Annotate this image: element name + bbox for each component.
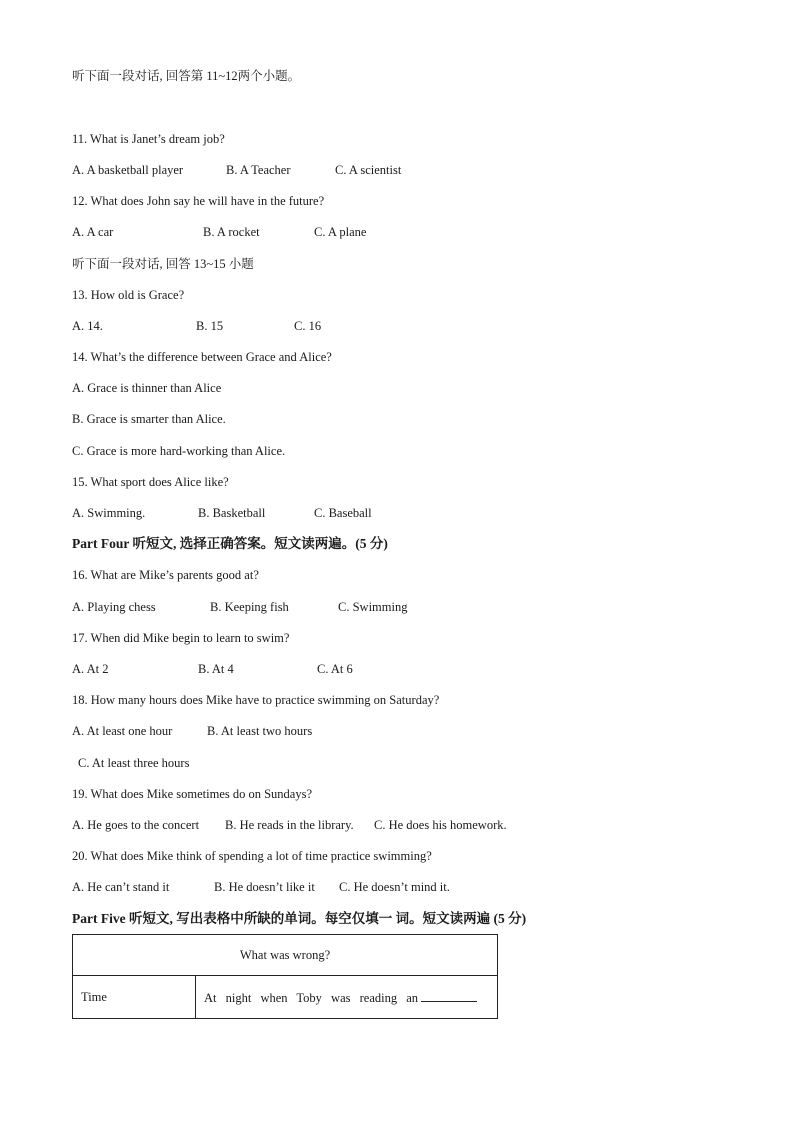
option-16-c: C. Swimming [338, 600, 408, 614]
option-11-c: C. A scientist [335, 163, 402, 177]
option-17-b: B. At 4 [198, 662, 234, 676]
option-13-c: C. 16 [294, 319, 322, 333]
option-13-b: B. 15 [196, 319, 224, 333]
table-row-text-time: At night when Toby was reading an [204, 990, 419, 1005]
question-20: 20. What does Mike think of spending a lot of time practice swimming? [72, 849, 432, 863]
question-18: 18. How many hours does Mike have to practice swimming on Saturday? [72, 693, 440, 707]
table-row-cell-time [196, 976, 498, 1019]
option-14-b: B. Grace is smarter than Alice. [72, 412, 226, 426]
option-12-b: B. A rocket [203, 225, 260, 239]
question-11: 11. What is Janet’s dream job? [72, 132, 225, 146]
option-16-a: A. Playing chess [72, 600, 156, 614]
option-11-b: B. A Teacher [226, 163, 291, 177]
option-19-b: B. He reads in the library. [225, 818, 354, 832]
table-header: What was wrong? [73, 935, 498, 976]
option-13-a: A. 14. [72, 319, 103, 333]
option-16-b: B. Keeping fish [210, 600, 289, 614]
option-18-c: C. At least three hours [78, 756, 190, 770]
question-12: 12. What does John say he will have in the future? [72, 194, 325, 208]
question-13: 13. How old is Grace? [72, 288, 185, 302]
option-15-a: A. Swimming. [72, 506, 146, 520]
question-14: 14. What’s the difference between Grace and Alice? [72, 350, 332, 364]
option-18-a: A. At least one hour [72, 724, 173, 738]
option-20-a: A. He can’t stand it [72, 880, 170, 894]
option-15-b: B. Basketball [198, 506, 266, 520]
question-17: 17. When did Mike begin to learn to swim? [72, 631, 290, 645]
part-five-heading: Part Five 听短文, 写出表格中所缺的单词。每空仅填一 词。短文读两遍 (5 分) [72, 911, 527, 926]
section-intro-13-15: 听下面一段对话, 回答 13~15 小题 [72, 257, 254, 271]
option-11-a: A. A basketball player [72, 163, 184, 177]
option-18-b: B. At least two hours [207, 724, 313, 738]
option-14-c: C. Grace is more hard-working than Alice. [72, 444, 286, 458]
option-19-a: A. He goes to the concert [72, 818, 200, 832]
option-20-c: C. He doesn’t mind it. [339, 880, 450, 894]
option-12-a: A. A car [72, 225, 114, 239]
question-16: 16. What are Mike’s parents good at? [72, 568, 259, 582]
part-four-heading: Part Four 听短文, 选择正确答案。短文读两遍。(5 分) [72, 536, 388, 551]
option-14-a: A. Grace is thinner than Alice [72, 381, 222, 395]
answer-table [72, 934, 498, 1019]
option-19-c: C. He does his homework. [374, 818, 507, 832]
option-20-b: B. He doesn’t like it [214, 880, 315, 894]
question-19: 19. What does Mike sometimes do on Sundays? [72, 787, 313, 801]
section-intro-11-12: 听下面一段对话, 回答第 11~12两个小题。 [72, 69, 301, 83]
table-row-label-time: Time [73, 976, 196, 1019]
option-17-c: C. At 6 [317, 662, 353, 676]
option-15-c: C. Baseball [314, 506, 372, 520]
question-15: 15. What sport does Alice like? [72, 475, 229, 489]
fill-in-blank[interactable] [421, 989, 477, 1002]
option-17-a: A. At 2 [72, 662, 109, 676]
option-12-c: C. A plane [314, 225, 367, 239]
